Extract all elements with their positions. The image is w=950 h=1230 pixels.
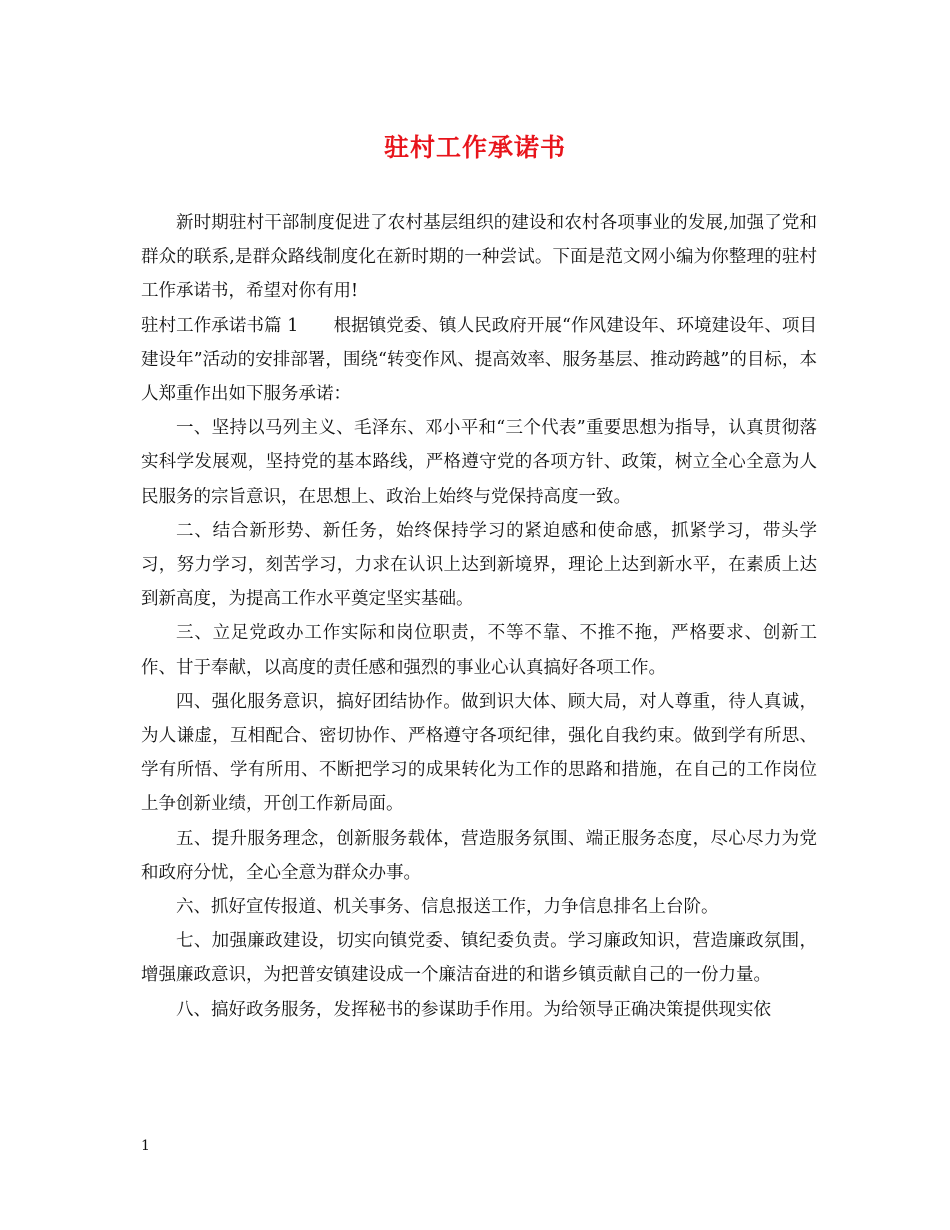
pledge-item-2: 二、结合新形势、新任务，始终保持学习的紧迫感和使命感，抓紧学习，带头学习，努力学习，刻苦学习，力求在认识上达到新境界，理论上达到新水平，在素质上达到新高度，为提高工作水平奠定坚实基础。 bbox=[141, 520, 817, 610]
pledge-item-3: 三、立足党政办工作实际和岗位职责，不等不靠、不推不拖，严格要求、创新工作、甘于奉献，以高度的责任感和强烈的事业心认真搞好各项工作。 bbox=[141, 623, 817, 678]
document-title: 驻村工作承诺书 bbox=[383, 133, 566, 162]
page-number: 1 bbox=[141, 1138, 150, 1154]
pledge-item-6: 六、抓好宣传报道、机关事务、信息报送工作，力争信息排名上台阶。 bbox=[176, 897, 719, 918]
pledge-item-7: 七、加强廉政建设，切实向镇党委、镇纪委负责。学习廉政知识，营造廉政氛围，增强廉政意识，为把普安镇建设成一个廉洁奋进的和谐乡镇贡献自己的一份力量。 bbox=[141, 931, 817, 986]
section-heading-paragraph: 驻村工作承诺书篇 1 根据镇党委、镇人民政府开展“作风建设年、环境建设年、项目建设年”活动的安排部署，围绕“转变作风、提高效率、服务基层、推动跨越”的目标，本人郑重作出如下服务承诺： bbox=[141, 315, 817, 405]
document-body bbox=[141, 206, 817, 1027]
pledge-item-4: 四、强化服务意识，搞好团结协作。做到识大体、顾大局，对人尊重，待人真诚，为人谦虚，互相配合、密切协作、严格遵守各项纪律，强化自我约束。做到学有所思、学有所悟、学有所用、不断把学习的成果转化为工作的思路和措施，在自己的工作岗位上争创新业绩，开创工作新局面。 bbox=[141, 691, 817, 815]
intro-paragraph: 新时期驻村干部制度促进了农村基层组织的建设和农村各项事业的发展,加强了党和群众的联系,是群众路线制度化在新时期的一种尝试。下面是范文网小编为你整理的驻村工作承诺书，希望对你有用! bbox=[141, 213, 817, 302]
pledge-item-1: 一、坚持以马列主义、毛泽东、邓小平和“三个代表”重要思想为指导，认真贯彻落实科学发展观，坚持党的基本路线，严格遵守党的各项方针、政策，树立全心全意为人民服务的宗旨意识，在思想上、政治上始终与党保持高度一致。 bbox=[141, 418, 817, 507]
pledge-item-5: 五、提升服务理念，创新服务载体，营造服务氛围、端正服务态度，尽心尽力为党和政府分忧，全心全意为群众办事。 bbox=[141, 828, 817, 883]
pledge-item-8: 八、搞好政务服务，发挥秘书的参谋助手作用。为给领导正确决策提供现实依 bbox=[176, 999, 771, 1020]
